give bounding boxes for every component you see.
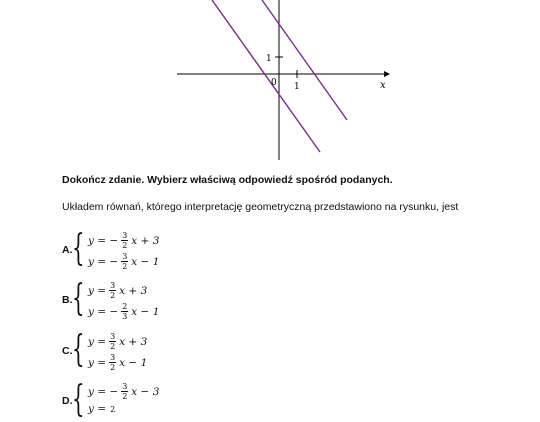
- question-text: Układem równań, którego interpretację geometryczną przedstawiono na rysunku, jest: [62, 201, 459, 213]
- brace-icon: {: [72, 228, 85, 269]
- y-tick-label: 1: [266, 54, 272, 64]
- brace-icon: {: [72, 329, 85, 370]
- equation-2: y = − $\frac{3}{2}$ x − 1: [88, 252, 160, 271]
- equation-1: y = − $\frac{3}{2}$ x + 3: [88, 231, 160, 250]
- equation-1: y = $\frac{3}{2}$ x + 3: [88, 281, 148, 300]
- brace-icon: {: [72, 278, 85, 319]
- line-upper: [262, 0, 347, 120]
- equation-1: y = − $\frac{3}{2}$ x − 3: [88, 382, 160, 401]
- option-letter: C.: [62, 345, 73, 357]
- option-letter: B.: [62, 294, 73, 306]
- coordinate-graph: [0, 0, 540, 170]
- option-b[interactable]: [62, 278, 262, 321]
- equation-2: y = − $\frac{2}{3}$ x − 1: [88, 302, 160, 321]
- instruction-text: Dokończ zdanie. Wybierz właściwą odpowiedź spośród podanych.: [62, 174, 393, 186]
- fraction: $\frac{2}{3}$: [122, 302, 128, 321]
- fraction: $\frac{3}{2}$: [122, 382, 128, 401]
- fraction: $\frac{3}{2}$: [110, 281, 116, 300]
- equation-2: y = $\frac{3}{2}$ x − 1: [88, 353, 148, 372]
- brace-icon: {: [72, 379, 85, 420]
- equation-1: y = $\frac{3}{2}$ x + 3: [88, 332, 148, 351]
- option-letter: A.: [62, 244, 73, 256]
- equation-2: y = 2: [88, 403, 116, 415]
- option-c[interactable]: [62, 329, 262, 372]
- x-tick-label: 1: [294, 82, 300, 92]
- option-d[interactable]: [62, 379, 262, 422]
- line-lower: [212, 0, 320, 152]
- x-axis-label: x: [380, 80, 386, 91]
- fraction: $\frac{3}{2}$: [110, 353, 116, 372]
- fraction: $\frac{3}{2}$: [122, 252, 128, 271]
- fraction: $\frac{3}{2}$: [110, 332, 116, 351]
- fraction: 2: [110, 404, 116, 414]
- x-axis-arrow: [384, 71, 390, 77]
- option-letter: D.: [62, 395, 73, 407]
- option-a[interactable]: [62, 228, 262, 271]
- fraction: $\frac{3}{2}$: [122, 231, 128, 250]
- origin-label: 0: [271, 78, 277, 88]
